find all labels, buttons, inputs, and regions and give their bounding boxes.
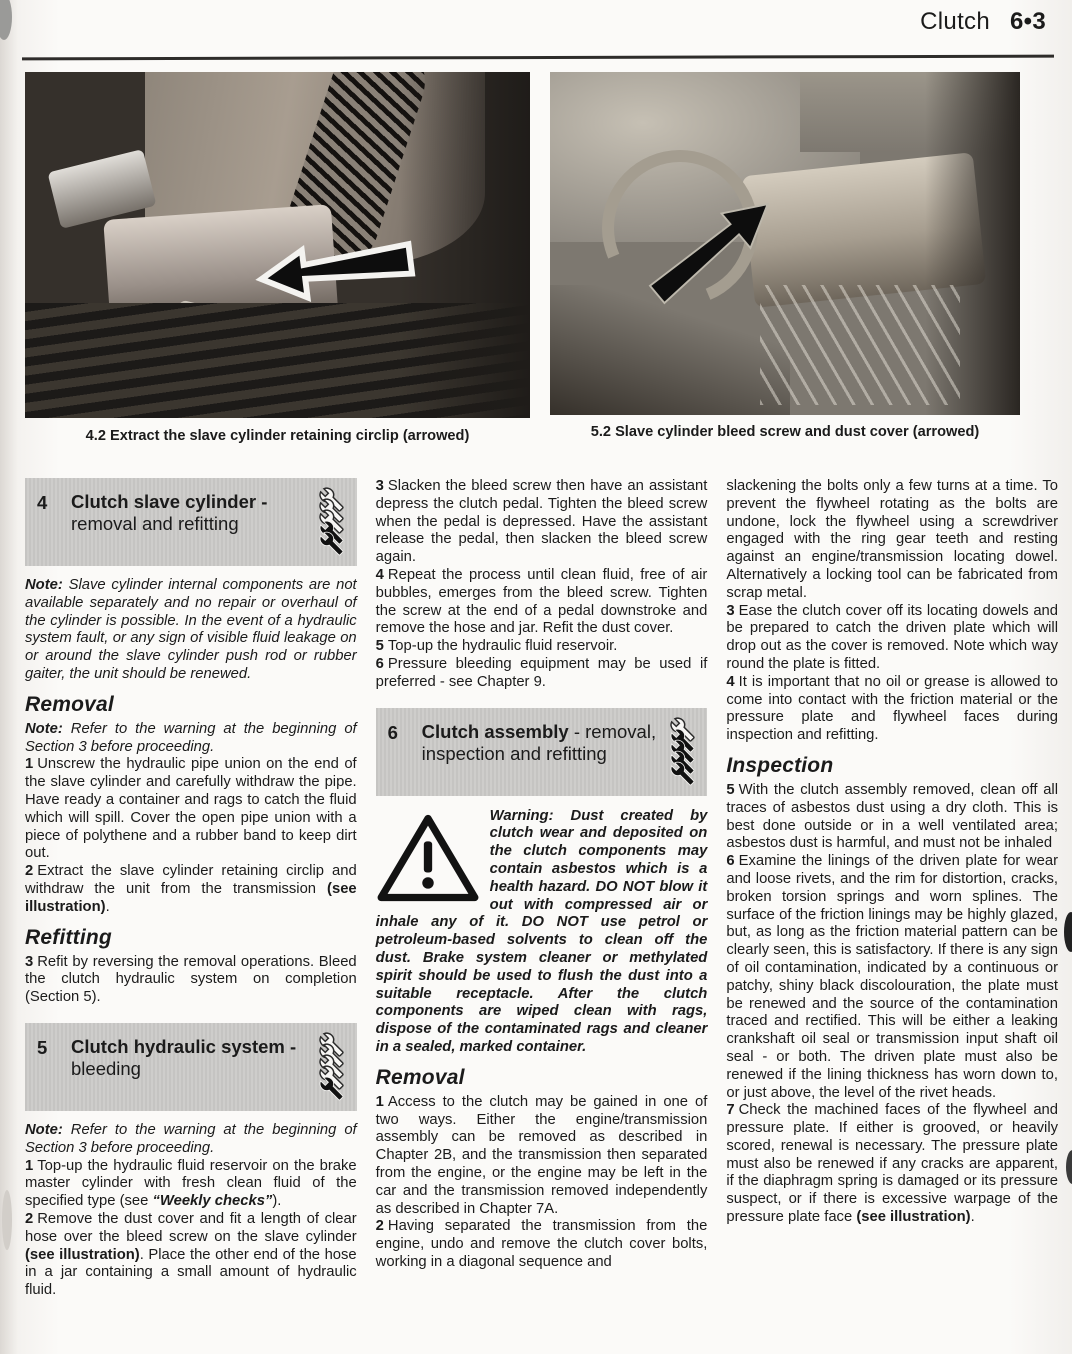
note-paragraph: Note: Refer to the warning at the beginning of Section 3 before proceeding. bbox=[25, 720, 357, 755]
column-middle bbox=[376, 478, 708, 1354]
step-paragraph: 1 Unscrew the hydraulic pipe union on the end of the slave cylinder and carefully withdraw the pipe. Have ready a container and rags to catch the fluid which will spill. Cover the open pipe union with a piece of polythene and a rubber band to keep dirt out. bbox=[25, 756, 357, 862]
page-header bbox=[920, 8, 1046, 36]
wrench-icon bbox=[319, 531, 344, 556]
section-title: Clutch assembly - removal, inspection and refitting bbox=[421, 720, 657, 764]
difficulty-wrench-icons bbox=[663, 717, 701, 786]
removal-heading: Removal bbox=[25, 692, 114, 716]
header-rule bbox=[22, 55, 1054, 61]
page-number: 6•3 bbox=[1010, 8, 1046, 35]
inspection-heading: Inspection bbox=[726, 753, 834, 777]
wrench-icon bbox=[319, 1076, 344, 1101]
step-paragraph: 3 Slacken the bleed screw then have an assistant depress the clutch pedal. Tighten the bleed screw when the pedal is depressed. Have the assistant release the pedal, then slacken the bleed screw again. bbox=[375, 478, 708, 566]
step-paragraph: 4 It is important that no oil or grease is allowed to come into contact with the friction material or the pressure plate and flywheel faces during inspection and refitting. bbox=[726, 673, 1059, 744]
step-paragraph: 3 Refit by reversing the removal operations. Bleed the clutch hydraulic system on completion (Section 5). bbox=[25, 953, 357, 1006]
step-paragraph: 4 Repeat the process until clean fluid, free of air bubbles, emerges from the bleed screw. Tighten the screw at the end of a pedal downstroke and remove the hose and jar. Refit the dust cover. bbox=[375, 566, 708, 637]
section-4-header bbox=[25, 478, 357, 566]
column-right bbox=[726, 478, 1058, 1354]
note-paragraph: Note: Refer to the warning at the beginning of Section 3 before proceeding. bbox=[25, 1121, 357, 1156]
section-title: Clutch slave cylinder - removal and refitting bbox=[71, 491, 268, 534]
step-paragraph: 5 With the clutch assembly removed, clean off all traces of asbestos dust using a dry cloth. This is best done outside or in a well ventilated area; asbestos dust is harmful, and must not be inhaled bbox=[726, 781, 1059, 852]
difficulty-wrench-icons bbox=[313, 1032, 351, 1101]
photo-detail bbox=[400, 72, 530, 418]
note-paragraph: Note: Slave cylinder internal components are not available separately and no repair or overhaul of the cylinder is possible. In the event of a hydraulic system fault, or any sign of visible fluid leakage on or around the slave cylinder push rod or rubber gaiter, the unit should be renewed. bbox=[25, 577, 357, 682]
section-5-header bbox=[25, 1023, 357, 1111]
section-number: 6 bbox=[387, 721, 398, 743]
step-paragraph: 2 Having separated the transmission from the engine, undo and remove the clutch cover bolts, working in a diagonal sequence and bbox=[375, 1218, 708, 1270]
step-paragraph: 3 Ease the clutch cover off its locating dowels and be prepared to catch the driven plate which will drop out as the cover is removed. Note which way round the plate is fitted. bbox=[726, 602, 1059, 672]
photo-detail bbox=[760, 285, 960, 405]
refitting-heading: Refitting bbox=[25, 925, 112, 949]
step-paragraph: 1 Access to the clutch may be gained in one of two ways. Either the engine/transmission assembly can be removed as described in Chapter 2B, and the transmission then separated from the engine, or the engine may be left in the car and the transmission removed independently as described in Chapter 7A. bbox=[375, 1093, 708, 1217]
step-paragraph: 1 Top-up the hydraulic fluid reservoir on the brake master cylinder with fresh clean fluid of the specified type (see “Weekly checks”). bbox=[25, 1157, 357, 1210]
scan-artifact bbox=[0, 0, 12, 40]
photo-slave-cylinder-circlip bbox=[25, 72, 530, 418]
section-number: 4 bbox=[37, 492, 48, 513]
warning-block bbox=[376, 808, 708, 1057]
chapter-title: Clutch bbox=[920, 8, 990, 35]
removal-heading: Removal bbox=[375, 1065, 465, 1089]
step-paragraph: 6 Pressure bleeding equipment may be used if preferred - see Chapter 9. bbox=[375, 655, 708, 690]
column-left bbox=[25, 478, 357, 1354]
step-paragraph: 7 Check the machined faces of the flywheel and pressure plate. If either is grooved, or heavily scored, renewal is necessary. The pressure plate must also be renewed if any cracks are apparent, if the diaphragm spring is damaged or its pressure suspect, or if there is excessive warpage of the pressure plate face (see illustration). bbox=[726, 1102, 1059, 1226]
step-paragraph: 2 Remove the dust cover and fit a length of clear hose over the bleed screw on the slave cylinder (see illustration). Place the other end of the hose in a jar containing a small amount of hydraulic fluid. bbox=[25, 1210, 357, 1299]
continued-paragraph: slackening the bolts only a few turns at a time. To prevent the flywheel rotating as the bolts are undone, lock the flywheel using a screwdriver engaged with the ring gear teeth and resting against an engine/transmission locating dowel. Alternatively a locking tool can be fabricated from scrap metal. bbox=[726, 478, 1059, 601]
photo-caption-5-2: 5.2 Slave cylinder bleed screw and dust cover (arrowed) bbox=[590, 424, 980, 440]
wrench-icon bbox=[670, 761, 695, 786]
difficulty-wrench-icons bbox=[313, 487, 351, 556]
warning-triangle-icon bbox=[376, 812, 480, 904]
step-paragraph: 5 Top-up the hydraulic fluid reservoir. bbox=[375, 638, 618, 655]
scan-artifact bbox=[2, 1190, 12, 1250]
section-6-header bbox=[376, 708, 708, 796]
warning-paragraph: Warning: Dust created by clutch wear and deposited on the clutch components may contain asbestos which is a health hazard. DO NOT blow it out with compressed air or inhale any of it. DO NOT use petrol or petroleum-based solvents to clean off the dust. Brake system cleaner or methylated spirit should be used to flush the dust into a suitable receptacle. After the clutch components are wiped clean with rags, dispose of the contaminated rags and cleaner in a sealed, marked container. bbox=[375, 807, 708, 1055]
scan-artifact bbox=[1064, 912, 1072, 952]
section-number: 5 bbox=[37, 1036, 48, 1058]
section-title: Clutch hydraulic system - bleeding bbox=[71, 1035, 297, 1079]
scan-artifact bbox=[1066, 1150, 1072, 1184]
step-paragraph: 6 Examine the linings of the driven plate for wear and loose rivets, and the rim for distortion, cracks, broken torsion springs and worn splines. The surface of the friction linings may be highly glazed, but, as long as the friction material pattern can be clearly seen, this is satisfactory. If there is any sign of oil contamination, indicated by a continuous or patchy, shiny black discolouration, the plate must be renewed and the source of the contamination traced and rectified. This will be either a leaking crankshaft oil seal or transmission input shaft oil seal - or both. The driven plate must also be renewed if the lining thickness has worn down to, or just above, the level of the rivet heads. bbox=[726, 853, 1059, 1101]
photo-caption-4-2: 4.2 Extract the slave cylinder retaining circlip (arrowed) bbox=[85, 428, 470, 444]
step-paragraph: 2 Extract the slave cylinder retaining circlip and withdraw the unit from the transmission (see illustration). bbox=[25, 863, 357, 915]
photo-bleed-screw-dust-cover bbox=[550, 72, 1020, 415]
